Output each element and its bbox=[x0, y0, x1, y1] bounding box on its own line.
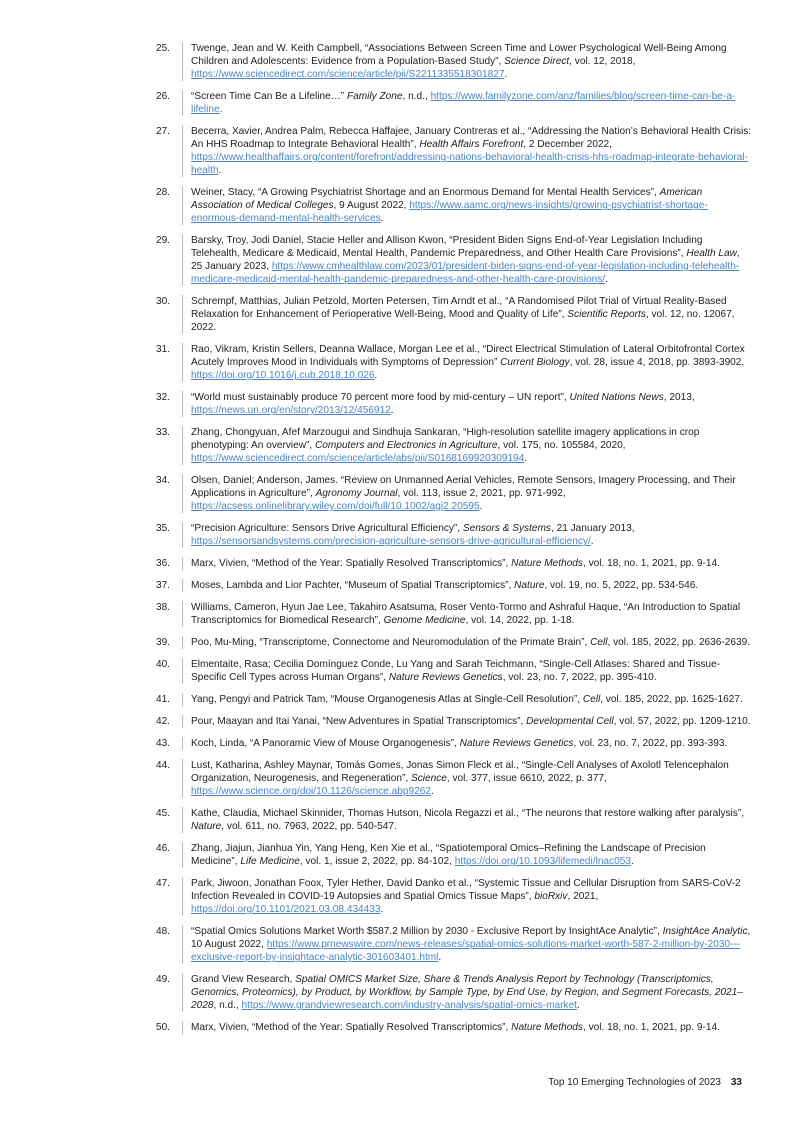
reference-segment: , 10 August 2022, bbox=[191, 926, 751, 950]
reference-segment: , 21 January 2013, bbox=[550, 523, 635, 534]
reference-segment: Elmentaite, Rasa; Cecilia Domínguez Conde, Lu Yang and Sarah Teichmann, “Single-Cell Atlases: Shared and Tissue-Specific Cell Types across Human Organs”, bbox=[191, 659, 721, 683]
reference-source-title: Nature Methods bbox=[511, 1022, 583, 1033]
reference-segment: , vol. 377, issue 6610, 2022, p. 377, bbox=[446, 773, 607, 784]
footer-title: Top 10 Emerging Technologies of 2023 bbox=[548, 1077, 721, 1088]
reference-segment: Becerra, Xavier, Andrea Palm, Rebecca Haffajee, January Contreras et al., “Addressing the Nation’s Behavioral Health Crisis: An HHS Roadmap to Integrate Behavioral Health”, bbox=[191, 126, 752, 150]
reference-number: 40. bbox=[155, 659, 170, 670]
reference-segment: , vol. 18, no. 1, 2021, pp. 9-14. bbox=[582, 1022, 720, 1033]
reference-source-title: Nature bbox=[514, 580, 545, 591]
reference-source-title: Nature Methods bbox=[511, 558, 583, 569]
reference-text bbox=[182, 759, 753, 798]
reference-segment: Poo, Mu-Ming, “Transcriptome, Connectome and Neuromodulation of the Primate Brain”, bbox=[191, 637, 591, 648]
reference-text bbox=[182, 579, 753, 592]
reference-segment: , vol. 185, 2022, pp. 1625-1627. bbox=[600, 694, 743, 705]
reference-item bbox=[0, 295, 793, 334]
reference-text bbox=[182, 474, 753, 513]
reference-segment: Lust, Katharina, Ashley Maynar, Tomás Gomes, Jonas Simon Fleck et al., “Single-Cell Analyses of Axolotl Telencephalon Organization, Neurogenesis, and Regeneration”, bbox=[191, 760, 729, 784]
reference-segment: , vol. 23, no. 7, 2022, pp. 395-410. bbox=[502, 672, 657, 683]
reference-segment: . bbox=[605, 274, 608, 285]
reference-text bbox=[182, 636, 753, 649]
reference-source-title: United Nations News bbox=[569, 392, 664, 403]
reference-item bbox=[0, 658, 793, 684]
reference-text bbox=[182, 234, 753, 286]
reference-number: 31. bbox=[155, 344, 170, 355]
reference-segment: , n.d., bbox=[213, 1000, 242, 1011]
reference-segment: , vol. 113, issue 2, 2021, pp. 971-992, bbox=[397, 488, 566, 499]
reference-number: 44. bbox=[155, 760, 170, 771]
reference-text bbox=[182, 186, 753, 225]
reference-text bbox=[182, 658, 753, 684]
reference-item bbox=[0, 925, 793, 964]
reference-link[interactable]: https://sensorsandsystems.com/precision-agriculture-sensors-drive-agricultural-efficiency/ bbox=[191, 536, 591, 547]
reference-segment: , vol. 1, issue 2, 2022, pp. 84-102, bbox=[299, 856, 455, 867]
reference-segment: , vol. 23, no. 7, 2022, pp. 393-393. bbox=[573, 738, 728, 749]
reference-number: 28. bbox=[155, 187, 170, 198]
reference-segment: , 9 August 2022, bbox=[333, 200, 410, 211]
reference-segment: Rao, Vikram, Kristin Sellers, Deanna Wallace, Morgan Lee et al., “Direct Electrical Stimulation of Lateral Orbitofrontal Cortex Acutely Improves Mood in Individuals with Symptoms of Depression” bbox=[191, 344, 745, 368]
reference-text bbox=[182, 522, 753, 548]
reference-segment: , vol. 12, 2018, bbox=[569, 56, 636, 67]
reference-item bbox=[0, 636, 793, 649]
reference-segment: , 2 December 2022, bbox=[523, 139, 612, 150]
reference-link[interactable]: https://www.sciencedirect.com/science/article/abs/pii/S0168169920309194 bbox=[191, 453, 525, 464]
reference-number: 34. bbox=[155, 475, 170, 486]
reference-segment: Moses, Lambda and Lior Pachter, “Museum of Spatial Transcriptomics”, bbox=[191, 580, 515, 591]
reference-segment: , vol. 12, no. 12067, 2022. bbox=[191, 309, 735, 333]
reference-link[interactable]: https://doi.org/10.1101/2021.03.08.434433 bbox=[191, 904, 381, 915]
reference-segment: “Spatial Omics Solutions Market Worth $587.2 Million by 2030 - Exclusive Report by InsightAce Analytic”, bbox=[191, 926, 663, 937]
reference-segment: , 2013, bbox=[663, 392, 695, 403]
reference-number: 47. bbox=[155, 878, 170, 889]
reference-item bbox=[0, 737, 793, 750]
reference-segment: . bbox=[219, 104, 223, 115]
reference-item bbox=[0, 125, 793, 177]
reference-link[interactable]: https://doi.org/10.1016/j.cub.2018.10.026 bbox=[191, 370, 375, 381]
reference-text bbox=[182, 295, 753, 334]
reference-segment: Koch, Linda, “A Panoramic View of Mouse Organogenesis”, bbox=[191, 738, 460, 749]
reference-text bbox=[182, 42, 753, 81]
reference-segment: Marx, Vivien, “Method of the Year: Spatially Resolved Transcriptomics”, bbox=[191, 558, 512, 569]
reference-text bbox=[182, 925, 753, 964]
reference-segment: , 2021, bbox=[567, 891, 599, 902]
reference-source-title: Nature Reviews Genetics bbox=[388, 672, 503, 683]
reference-number: 35. bbox=[155, 523, 170, 534]
reference-source-title: Nature Reviews Genetics bbox=[459, 738, 574, 749]
reference-segment: . bbox=[390, 405, 394, 416]
reference-text bbox=[182, 737, 753, 750]
reference-text bbox=[182, 842, 753, 868]
reference-segment: . bbox=[504, 69, 508, 80]
page-number: 33 bbox=[730, 1077, 742, 1088]
reference-number: 49. bbox=[155, 974, 170, 985]
reference-number: 37. bbox=[155, 580, 170, 591]
reference-source-title: Scientific Reports bbox=[567, 309, 646, 320]
reference-text bbox=[182, 125, 753, 177]
reference-segment: , vol. 19, no. 5, 2022, pp. 534-546. bbox=[544, 580, 699, 591]
reference-item bbox=[0, 807, 793, 833]
reference-segment: , vol. 185, 2022, pp. 2636-2639. bbox=[607, 637, 751, 648]
reference-source-title: Cell bbox=[590, 637, 608, 648]
reference-segment: Schrempf, Matthias, Julian Petzold, Morten Petersen, Tim Arndt et al., “A Randomised Pilot Trial of Virtual Reality-Based Relaxation for Enhancement of Perioperative Well-Being, Mood and Quality of Life”, bbox=[191, 296, 727, 320]
reference-link[interactable]: https://doi.org/10.1093/lifemedi/lnac053 bbox=[454, 856, 631, 867]
reference-item bbox=[0, 759, 793, 798]
reference-segment: . bbox=[524, 453, 528, 464]
reference-text bbox=[182, 90, 753, 116]
reference-number: 27. bbox=[155, 126, 170, 137]
reference-text bbox=[182, 343, 753, 382]
reference-segment: . bbox=[576, 1000, 580, 1011]
page-footer bbox=[0, 1075, 793, 1091]
reference-number: 42. bbox=[155, 716, 170, 727]
reference-segment: . bbox=[479, 501, 483, 512]
reference-source-title: Science bbox=[410, 773, 447, 784]
reference-segment: Marx, Vivien, “Method of the Year: Spatially Resolved Transcriptomics”, bbox=[191, 1022, 512, 1033]
reference-segment: Zhang, Jiajun, Jianhua Yin, Yang Heng, Ken Xie et al., “Spatiotemporal Omics–Refining the Landscape of Precision Medicine”, bbox=[191, 843, 706, 867]
reference-source-title: Cell bbox=[582, 694, 601, 705]
reference-segment: , 25 January 2023, bbox=[191, 248, 740, 272]
reference-link[interactable]: https://www.aamc.org/news-insights/growing-psychiatrist-shortage-enormous-demand-mental-health-services bbox=[191, 200, 708, 224]
reference-item bbox=[0, 579, 793, 592]
reference-number: 26. bbox=[155, 91, 170, 102]
reference-segment: , vol. 611, no. 7963, 2022, pp. 540-547. bbox=[221, 821, 397, 832]
reference-source-title: Family Zone bbox=[346, 91, 403, 102]
reference-source-title: Developmental Cell bbox=[526, 716, 614, 727]
reference-source-title: Agronomy Journal bbox=[315, 488, 398, 499]
reference-source-title: Sensors & Systems bbox=[462, 523, 551, 534]
reference-source-title: Computers and Electronics in Agriculture bbox=[315, 440, 498, 451]
reference-segment: . bbox=[218, 165, 222, 176]
reference-number: 25. bbox=[155, 43, 170, 54]
reference-text bbox=[182, 693, 753, 706]
reference-segment: , vol. 28, issue 4, 2018, pp. 3893-3902, bbox=[569, 357, 745, 368]
reference-segment: . bbox=[438, 952, 442, 963]
reference-segment: . bbox=[380, 904, 384, 915]
reference-item bbox=[0, 90, 793, 116]
reference-segment: Kathe, Claudia, Michael Skinnider, Thomas Hutson, Nicola Regazzi et al., “The neurons that restore walking after paralysis”, bbox=[191, 808, 744, 819]
reference-segment: Zhang, Chongyuan, Afef Marzougui and Sindhuja Sankaran, “High-resolution satellite imagery applications in crop phenotyping: An overview”, bbox=[191, 427, 700, 451]
reference-source-title: Genome Medicine bbox=[383, 615, 466, 626]
reference-item bbox=[0, 234, 793, 286]
reference-text bbox=[182, 391, 753, 417]
reference-number: 30. bbox=[155, 296, 170, 307]
reference-link[interactable]: https://www.cmhealthlaw.com/2023/01/president-biden-signs-end-of-year-legislation-including-telehealth-medicare-medicaid-mental-health-pandemic-preparedness-and-other-health-care-provisions/ bbox=[191, 261, 740, 285]
reference-item bbox=[0, 715, 793, 728]
reference-number: 50. bbox=[155, 1022, 170, 1033]
reference-source-title: American Association of Medical Colleges bbox=[191, 187, 703, 211]
reference-segment: “Precision Agriculture: Sensors Drive Agricultural Efficiency”, bbox=[191, 523, 463, 534]
reference-text bbox=[182, 601, 753, 627]
reference-link[interactable]: https://www.sciencedirect.com/science/article/pii/S2211335518301827 bbox=[191, 69, 505, 80]
reference-item bbox=[0, 973, 793, 1012]
reference-item bbox=[0, 186, 793, 225]
reference-text bbox=[182, 1021, 753, 1034]
reference-segment: , vol. 14, 2022, pp. 1-18. bbox=[465, 615, 575, 626]
reference-segment: . bbox=[374, 370, 378, 381]
reference-source-title: Health Law bbox=[686, 248, 737, 259]
reference-link[interactable]: https://www.grandviewresearch.com/industry-analysis/spatial-omics-market bbox=[241, 1000, 577, 1011]
reference-source-title: Health Affairs Forefront bbox=[419, 139, 524, 150]
reference-segment: , vol. 57, 2022, pp. 1209-1210. bbox=[613, 716, 751, 727]
reference-number: 48. bbox=[155, 926, 170, 937]
reference-item bbox=[0, 557, 793, 570]
reference-segment: . bbox=[590, 536, 594, 547]
reference-source-title: Nature bbox=[191, 821, 222, 832]
reference-source-title: Spatial OMICS Market Size, Share & Trends Analysis Report by Technology (Transcriptomics, Genomics, Proteomics), by Product, by Workflow, by Sample Type, by End Use, by Region, and Segment Forecasts, 2021–2028 bbox=[191, 974, 743, 1011]
reference-number: 29. bbox=[155, 235, 170, 246]
reference-item bbox=[0, 426, 793, 465]
reference-item bbox=[0, 522, 793, 548]
reference-item bbox=[0, 1021, 793, 1034]
reference-segment: Grand View Research, bbox=[191, 974, 296, 985]
reference-segment: “World must sustainably produce 70 percent more food by mid-century – UN report”, bbox=[191, 392, 570, 403]
reference-segment: Barsky, Troy, Jodi Daniel, Stacie Heller and Allison Kwon, “President Biden Signs End-of-Year Legislation Including Telehealth, Medicare & Medicaid, Mental Health, Pandemic Preparedness, and Other Health Care Provisions”, bbox=[191, 235, 703, 259]
reference-link[interactable]: https://www.prnewswire.com/news-releases/spatial-omics-solutions-market-worth-587-2-million-by-2030---exclusive-report-by-insightace-analytic-301603401.html bbox=[191, 939, 741, 963]
reference-item bbox=[0, 42, 793, 81]
reference-number: 32. bbox=[155, 392, 170, 403]
reference-link[interactable]: https://www.familyzone.com/anz/families/blog/screen-time-can-be-a-lifeline bbox=[191, 91, 736, 115]
reference-item bbox=[0, 877, 793, 916]
reference-text bbox=[182, 426, 753, 465]
reference-segment: . bbox=[430, 786, 434, 797]
reference-text bbox=[182, 557, 753, 570]
reference-segment: Weiner, Stacy, “A Growing Psychiatrist Shortage and an Enormous Demand for Mental Health Services”, bbox=[191, 187, 660, 198]
reference-list bbox=[0, 42, 793, 1043]
reference-number: 33. bbox=[155, 427, 170, 438]
reference-segment: Pour, Maayan and Itai Yanai, “New Adventures in Spatial Transcriptomics”, bbox=[191, 716, 527, 727]
reference-segment: , vol. 175, no. 105584, 2020, bbox=[497, 440, 626, 451]
reference-link[interactable]: https://news.un.org/en/story/2013/12/456912 bbox=[191, 405, 391, 416]
reference-segment: Park, Jiwoon, Jonathan Foox, Tyler Hether, David Danko et al., “Systemic Tissue and Cellular Disruption from SARS-CoV-2 Infection Revealed in COVID-19 Autopsies and Spatial Omics Tissue Maps”, bbox=[191, 878, 741, 902]
reference-item bbox=[0, 842, 793, 868]
reference-number: 38. bbox=[155, 602, 170, 613]
reference-source-title: InsightAce Analytic bbox=[662, 926, 748, 937]
reference-number: 36. bbox=[155, 558, 170, 569]
reference-item bbox=[0, 601, 793, 627]
reference-segment: . bbox=[630, 856, 634, 867]
reference-segment: , n.d., bbox=[402, 91, 431, 102]
reference-link[interactable]: https://www.healthaffairs.org/content/forefront/addressing-nations-behavioral-health-crisis-hhs-roadmap-integrate-behavioral-health bbox=[191, 152, 748, 176]
reference-segment: Olsen, Daniel; Anderson, James. “Review on Unmanned Aerial Vehicles, Remote Sensors, Imagery Processing, and Their Applications in Agriculture”, bbox=[191, 475, 736, 499]
reference-source-title: Life Medicine bbox=[240, 856, 300, 867]
reference-item bbox=[0, 693, 793, 706]
reference-text bbox=[182, 715, 753, 728]
reference-source-title: Current Biology bbox=[500, 357, 570, 368]
reference-link[interactable]: https://acsess.onlinelibrary.wiley.com/doi/full/10.1002/agj2.20595 bbox=[191, 501, 480, 512]
reference-segment: , vol. 18, no. 1, 2021, pp. 9-14. bbox=[582, 558, 720, 569]
reference-number: 46. bbox=[155, 843, 170, 854]
reference-number: 41. bbox=[155, 694, 170, 705]
reference-source-title: Science Direct bbox=[504, 56, 570, 67]
reference-segment: Williams, Cameron, Hyun Jae Lee, Takahiro Asatsuma, Roser Vento-Tormo and Ashraful Haque, “An Introduction to Spatial Transcriptomics for Biomedical Research”, bbox=[191, 602, 741, 626]
reference-text bbox=[182, 877, 753, 916]
reference-segment: . bbox=[380, 213, 384, 224]
reference-link[interactable]: https://www.science.org/doi/10.1126/science.abp9262 bbox=[191, 786, 431, 797]
reference-number: 45. bbox=[155, 808, 170, 819]
reference-item bbox=[0, 343, 793, 382]
reference-item bbox=[0, 391, 793, 417]
reference-source-title: bioRxiv bbox=[534, 891, 568, 902]
reference-item bbox=[0, 474, 793, 513]
reference-text bbox=[182, 973, 753, 1012]
reference-segment: Yang, Pengyi and Patrick Tam, “Mouse Organogenesis Atlas at Single-Cell Resolution”, bbox=[191, 694, 583, 705]
reference-number: 39. bbox=[155, 637, 170, 648]
reference-number: 43. bbox=[155, 738, 170, 749]
reference-segment: “Screen Time Can Be a Lifeline…” bbox=[191, 91, 347, 102]
reference-segment: Twenge, Jean and W. Keith Campbell, “Associations Between Screen Time and Lower Psychological Well-Being Among Children and Adolescents: Evidence from a Population-Based Study”, bbox=[191, 43, 727, 67]
reference-text bbox=[182, 807, 753, 833]
